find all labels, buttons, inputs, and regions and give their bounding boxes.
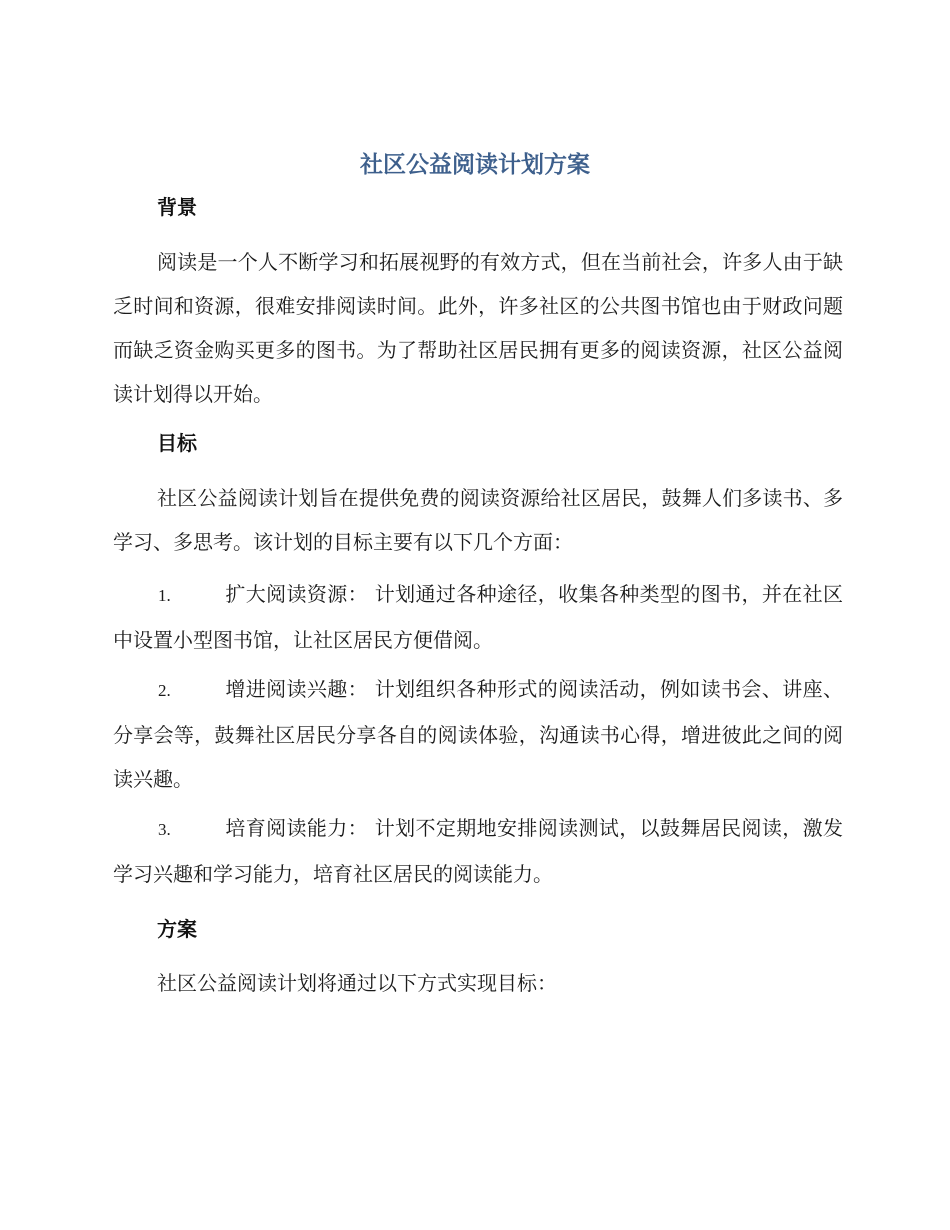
goal-item-number: 3.	[158, 820, 171, 839]
goal-item-text: 扩大阅读资源： 计划通过各种途径，收集各种类型的图书，并在社区中设置小型图书馆，让社区居民方便借阅。	[113, 582, 843, 652]
goal-item-2	[113, 667, 843, 801]
goal-item-1	[113, 572, 843, 662]
background-paragraph: 阅读是一个人不断学习和拓展视野的有效方式，但在当前社会，许多人由于缺乏时间和资源，很难安排阅读时间。此外，许多社区的公共图书馆也由于财政问题而缺乏资金购买更多的图书。为了帮助社区居民拥有更多的阅读资源，社区公益阅读计划得以开始。	[113, 250, 843, 406]
section-heading-plan: 方案	[157, 917, 197, 941]
section-heading-background: 背景	[157, 195, 197, 219]
document-title: 社区公益阅读计划方案	[360, 152, 590, 178]
section-heading-goals: 目标	[157, 431, 197, 455]
goal-item-text: 培育阅读能力： 计划不定期地安排阅读测试，以鼓舞居民阅读，激发学习兴趣和学习能力，培育社区居民的阅读能力。	[113, 816, 843, 886]
goal-item-3	[113, 806, 843, 896]
goal-item-number: 1.	[158, 586, 171, 605]
goal-item-text: 增进阅读兴趣： 计划组织各种形式的阅读活动，例如读书会、讲座、分享会等，鼓舞社区居民分享各自的阅读体验，沟通读书心得，增进彼此之间的阅读兴趣。	[113, 677, 843, 791]
plan-paragraph: 社区公益阅读计划将通过以下方式实现目标：	[157, 971, 557, 995]
goal-item-number: 2.	[158, 681, 171, 700]
goals-paragraph: 社区公益阅读计划旨在提供免费的阅读资源给社区居民，鼓舞人们多读书、多学习、多思考。该计划的目标主要有以下几个方面：	[113, 486, 843, 554]
